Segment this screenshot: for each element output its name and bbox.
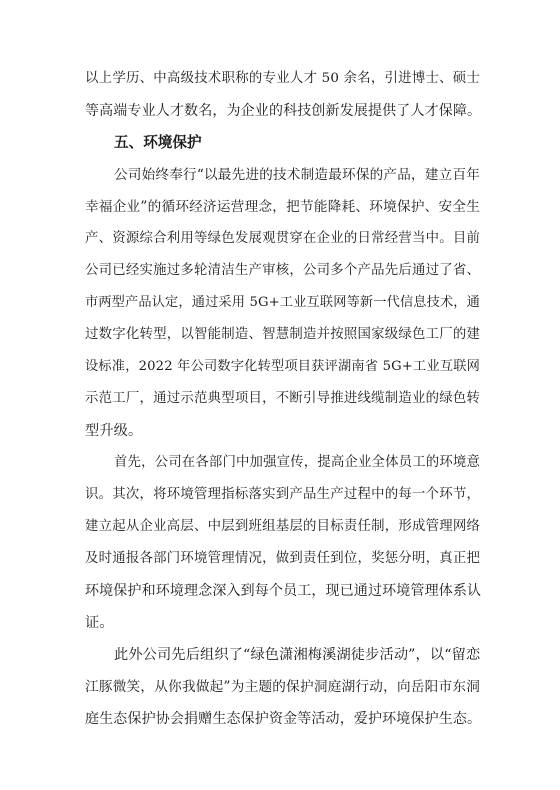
section-heading: 五、环境保护 — [114, 134, 202, 151]
paragraph2-line-6: 证。 — [85, 615, 114, 631]
paragraph3-line-2: 江豚微笑，从你我做起”为主题的保护洞庭湖行动，向岳阳市东洞 — [85, 679, 480, 695]
paragraph2-line-5: 环境保护和环境理念深入到每个员工，现已通过环境管理体系认 — [85, 583, 482, 599]
paragraph1-line-7: 设标准，2022 年公司数字化转型项目获评湖南省 5G+工业互联网 — [85, 359, 480, 374]
paragraph1-line-1: 公司始终奉行“以最先进的技术制造最环保的产品，建立百年 — [114, 167, 480, 183]
paragraph2-line-4: 及时通报各部门环境管理情况，做到责任到位，奖惩分明，真正把 — [85, 551, 480, 566]
paragraph1-line-3: 产、资源综合利用等绿色发展观贯穿在企业的日常经营当中。目前 — [85, 231, 480, 246]
paragraph2-line-2: 识。其次，将环境管理指标落实到产品生产过程中的每一个环节， — [85, 487, 480, 502]
paragraph2-line-1: 首先，公司在各部门中加强宣传，提高企业全体员工的环境意 — [114, 455, 480, 470]
paragraph1-line-8: 示范工厂，通过示范典型项目，不断引导推进线缆制造业的绿色转 — [85, 391, 480, 406]
paragraph1-line-5: 市两型产品认定，通过采用 5G+工业互联网等新一代信息技术，通 — [85, 295, 480, 310]
paragraph3-line-3: 庭生态保护协会捐赠生态保护资金等活动，爱护环境保护生态。 — [85, 711, 482, 727]
intro-line-2: 等高端专业人才数名，为企业的科技创新发展提供了人才保障。 — [85, 103, 482, 119]
paragraph1-line-2: 幸福企业”的循环经济运营理念，把节能降耗、环境保护、安全生 — [85, 199, 480, 215]
paragraph1-line-4: 公司已经实施过多轮清洁生产审核，公司多个产品先后通过了省、 — [85, 263, 480, 278]
paragraph2-line-3: 建立起从企业高层、中层到班组基层的目标责任制，形成管理网络 — [85, 519, 480, 534]
paragraph1-line-6: 过数字化转型，以智能制造、智慧制造并按照国家级绿色工厂的建 — [85, 327, 480, 342]
paragraph1-line-9: 型升级。 — [85, 423, 143, 439]
paragraph3-line-1: 此外公司先后组织了“绿色潇湘梅溪湖徒步活动”，以“留恋 — [114, 647, 481, 663]
intro-line-1: 以上学历、中高级技术职称的专业人才 50 余名，引进博士、硕士 — [85, 71, 480, 86]
